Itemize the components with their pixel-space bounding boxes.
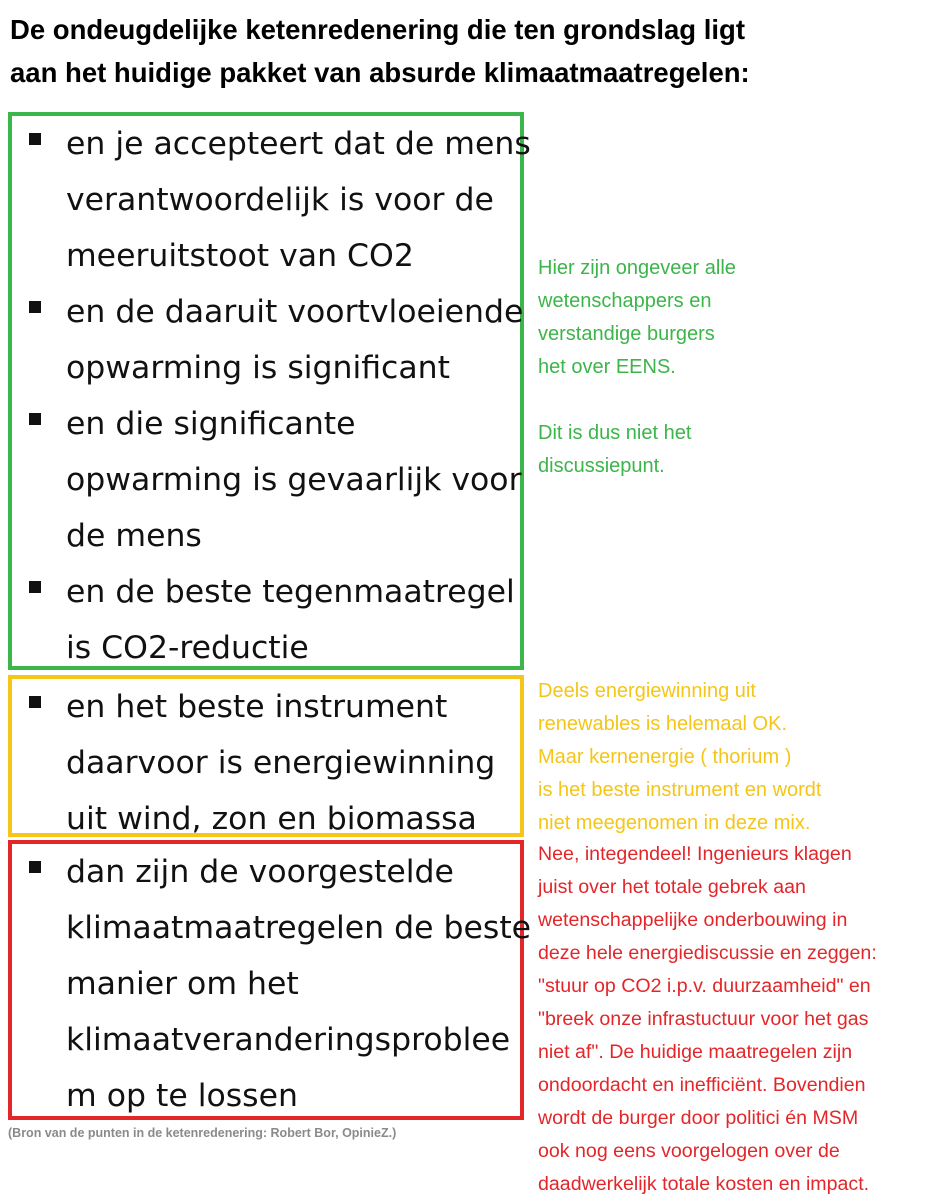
red-item-list — [12, 844, 532, 1124]
note-line: ondoordacht en inefficiënt. Bovendien — [538, 1074, 866, 1096]
yellow-box — [8, 675, 524, 837]
note-line: deze hele energiediscussie en zeggen: — [538, 942, 877, 964]
green-box — [8, 112, 531, 670]
item-line: en het beste instrument — [66, 689, 448, 725]
note-line: discussiepunt. — [538, 455, 665, 477]
bullet-icon — [29, 133, 41, 145]
note-line: ook nog eens voorgelogen over de — [538, 1140, 840, 1162]
note-line: wetenschappers en — [538, 290, 712, 312]
bullet-icon — [29, 581, 41, 593]
yellow-note — [538, 675, 943, 840]
item-line: en die significante — [66, 406, 356, 442]
note-line: Hier zijn ongeveer alle — [538, 257, 736, 279]
note-line: Dit is dus niet het — [538, 422, 692, 444]
item-line: en de daaruit voortvloeiende — [66, 294, 524, 330]
note-line: Maar kernenergie ( thorium ) — [538, 746, 792, 768]
note-line: is het beste instrument en wordt — [538, 779, 822, 801]
note-line: Nee, integendeel! Ingenieurs klagen — [538, 843, 852, 865]
source-citation: (Bron van de punten in de ketenredenering: Robert Bor, OpinieZ.) — [8, 1126, 397, 1140]
list-item — [12, 844, 532, 1124]
note-line: het over EENS. — [538, 356, 676, 378]
item-line: is CO2-reductie — [66, 630, 309, 666]
item-line: verantwoordelijk is voor de — [66, 182, 494, 218]
item-line: daarvoor is energiewinning — [66, 745, 496, 781]
note-line: "stuur op CO2 i.p.v. duurzaamheid" en — [538, 975, 871, 997]
item-line: dan zijn de voorgestelde — [66, 854, 454, 890]
note-line: "breek onze infrastuctuur voor het gas — [538, 1008, 869, 1030]
list-item — [12, 116, 531, 284]
item-line: manier om het — [66, 966, 299, 1002]
title-line-1: De ondeugdelijke ketenredenering die ten grondslag ligt — [10, 14, 745, 45]
item-line: klimaatmaatregelen de beste — [66, 910, 532, 946]
bullet-icon — [29, 696, 41, 708]
title-line-2: aan het huidige pakket van absurde klimaatmaatregelen: — [10, 57, 750, 88]
item-line: opwarming is gevaarlijk voor — [66, 462, 522, 498]
note-line: verstandige burgers — [538, 323, 715, 345]
green-item-list — [12, 116, 531, 676]
red-box — [8, 840, 532, 1120]
note-line: niet meegenomen in deze mix. — [538, 812, 811, 834]
item-line: en de beste tegenmaatregel — [66, 574, 515, 610]
note-line: juist over het totale gebrek aan — [538, 876, 806, 898]
page-title — [10, 8, 940, 94]
paragraph-gap — [538, 384, 943, 417]
note-line: wetenschappelijke onderbouwing in — [538, 909, 848, 931]
item-line: m op te lossen — [66, 1078, 298, 1114]
note-line: wordt de burger door politici én MSM — [538, 1107, 859, 1129]
note-line: renewables is helemaal OK. — [538, 713, 788, 735]
bullet-icon — [29, 861, 41, 873]
note-line: Deels energiewinning uit — [538, 680, 756, 702]
item-line: opwarming is significant — [66, 350, 450, 386]
item-line: en je accepteert dat de mens — [66, 126, 531, 162]
bullet-icon — [29, 413, 41, 425]
bullet-icon — [29, 301, 41, 313]
note-line: daadwerkelijk totale kosten en impact. — [538, 1173, 870, 1195]
list-item — [12, 396, 520, 564]
item-line: klimaatveranderingsproblee — [66, 1022, 511, 1058]
list-item — [12, 679, 520, 847]
list-item — [12, 564, 520, 676]
yellow-item-list — [12, 679, 520, 847]
green-note — [538, 252, 943, 483]
item-line: de mens — [66, 518, 202, 554]
red-note — [538, 838, 943, 1201]
item-line: uit wind, zon en biomassa — [66, 801, 477, 837]
list-item — [12, 284, 524, 396]
item-line: meeruitstoot van CO2 — [66, 238, 414, 274]
note-line: niet af". De huidige maatregelen zijn — [538, 1041, 853, 1063]
